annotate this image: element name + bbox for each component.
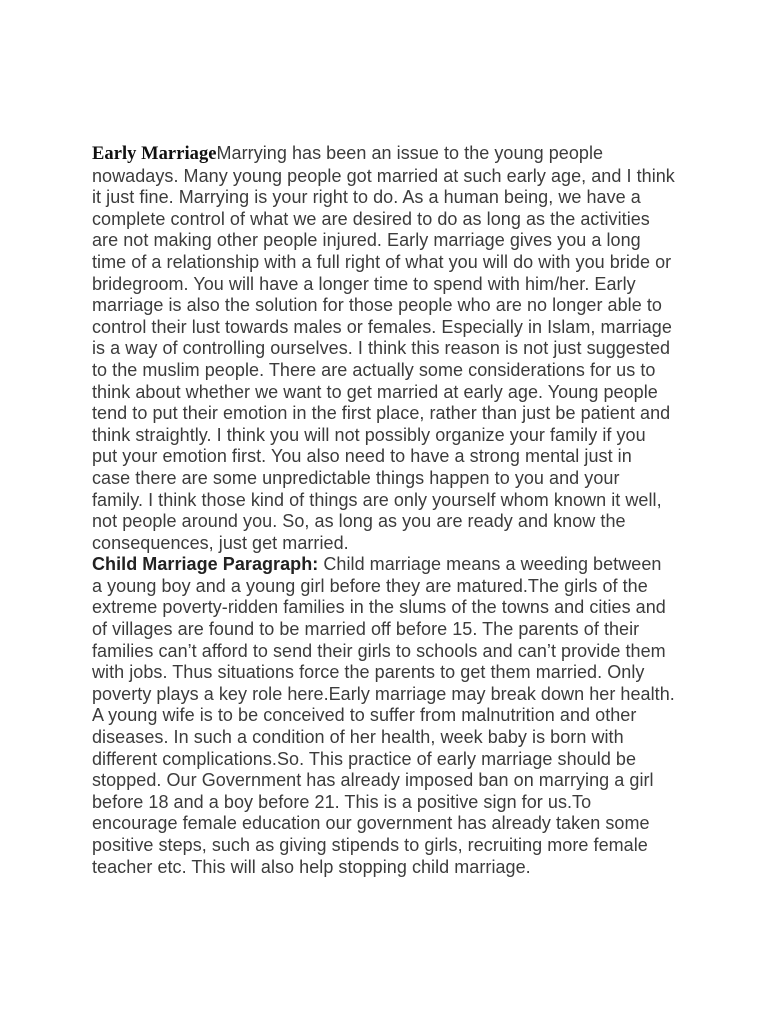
section-heading: Child Marriage Paragraph:: [92, 554, 319, 575]
paragraph-line: marriage is also the solution for those people who are no longer able to: [92, 295, 662, 316]
paragraph-line: it just fine. Marrying is your right to do. As a human being, we have a: [92, 187, 641, 208]
paragraph-line: think about whether we want to get married at early age. Young people: [92, 381, 658, 402]
paragraph-line: time of a relationship with a full right of what you will do with you bride or: [92, 251, 672, 272]
paragraph-line: consequences, just get married.: [92, 532, 349, 553]
paragraph-line: put your emotion first. You also need to have a strong mental just in: [92, 446, 632, 467]
paragraph-line: nowadays. Many young people got married at such early age, and I think: [92, 165, 675, 186]
paragraph-line: tend to put their emotion in the first place, rather than just be patient and: [92, 403, 671, 424]
paragraph-line: is a way of controlling ourselves. I think this reason is not just suggested: [92, 338, 671, 359]
paragraph-line: family. I think those kind of things are only yourself whom known it well,: [92, 489, 662, 510]
paragraph-line: of villages are found to be married off before 15. The parents of their: [92, 619, 640, 640]
paragraph-line: teacher etc. This will also help stopping child marriage.: [92, 856, 531, 877]
paragraph-line: poverty plays a key role here.Early marriage may break down her health.: [92, 683, 675, 704]
paragraph-text: Marrying has been an issue to the young people: [216, 143, 604, 163]
paragraph-line: stopped. Our Government has already imposed ban on marrying a girl: [92, 770, 654, 791]
paragraph-line: families can’t afford to send their girls to schools and can’t provide them: [92, 640, 666, 661]
paragraph-line: extreme poverty-ridden families in the slums of the towns and cities and: [92, 597, 666, 618]
paragraph-line: with jobs. Thus situations force the parents to get them married. Only: [92, 662, 645, 683]
paragraph-line: before 18 and a boy before 21. This is a positive sign for us.To: [92, 791, 592, 812]
paragraph-line: positive steps, such as giving stipends to girls, recruiting more female: [92, 835, 648, 855]
paragraph-line: bridegroom. You will have a longer time to spend with him/her. Early: [92, 273, 636, 294]
paragraph-line: think straightly. I think you will not possibly organize your family if you: [92, 424, 646, 445]
paragraph-text: Child marriage means a weeding between: [318, 554, 662, 575]
paragraph-line: different complications.So. This practice of early marriage should be: [92, 748, 637, 769]
document-body: [92, 143, 722, 878]
paragraph-line: are not making other people injured. Early marriage gives you a long: [92, 230, 641, 251]
section-line: [92, 143, 722, 166]
section-line: [92, 554, 722, 576]
paragraph-line: a young boy and a young girl before they are matured.The girls of the: [92, 575, 648, 596]
paragraph-line: control their lust towards males or females. Especially in Islam, marriage: [92, 316, 672, 337]
paragraph-line: diseases. In such a condition of her health, week baby is born with: [92, 727, 624, 748]
section-heading: Early Marriage: [92, 144, 217, 164]
paragraph-line: encourage female education our government has already taken some: [92, 813, 650, 834]
paragraph-line: case there are some unpredictable things happen to you and your: [92, 467, 620, 488]
section-child-marriage: [92, 554, 722, 878]
section-early-marriage: [92, 143, 722, 554]
paragraph-line: A young wife is to be conceived to suffer from malnutrition and other: [92, 705, 637, 726]
paragraph-line: complete control of what we are desired to do as long as the activities: [92, 208, 650, 229]
paragraph-line: not people around you. So, as long as you are ready and know the: [92, 511, 626, 532]
paragraph-line: to the muslim people. There are actually some considerations for us to: [92, 359, 656, 380]
